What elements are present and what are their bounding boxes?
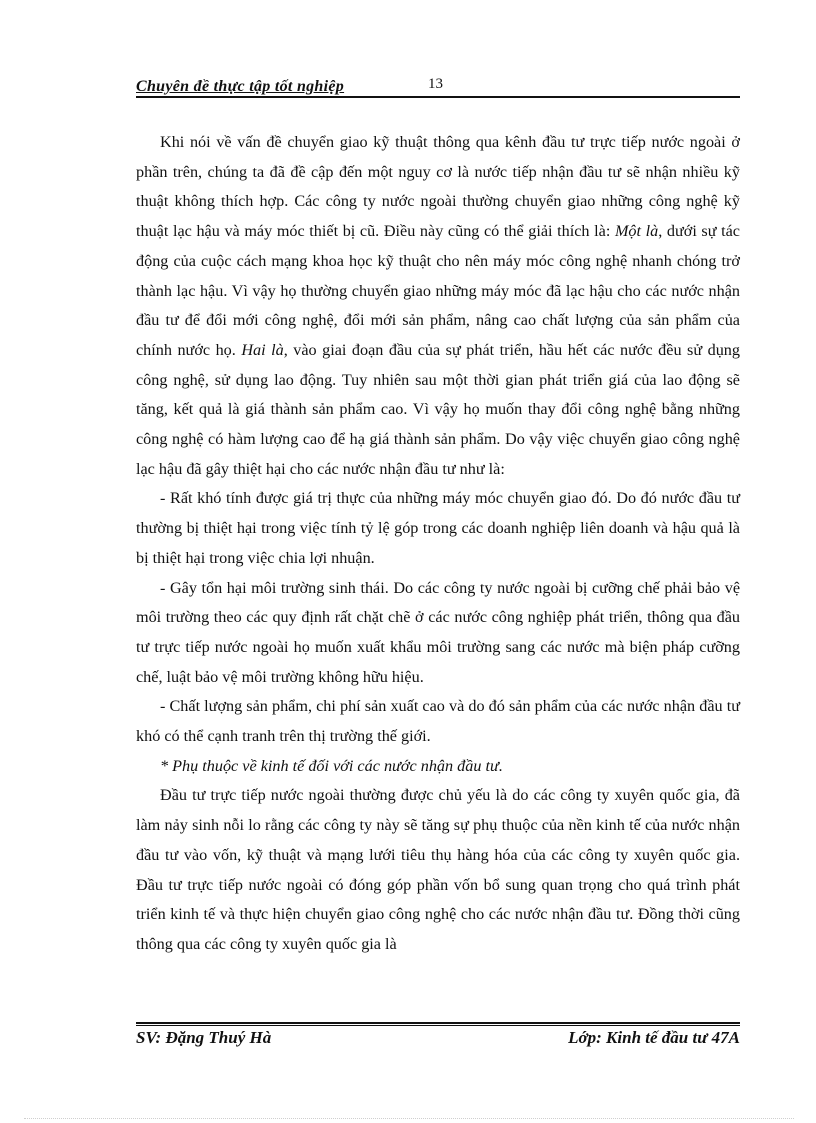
page-number: 13 (428, 76, 443, 92)
header-rule (136, 96, 740, 98)
page-header (136, 74, 740, 98)
footer-rule (136, 1022, 740, 1024)
section-heading-dependence: * Phụ thuộc về kinh tế đối với các nước nhận đầu tư. (160, 756, 503, 775)
bullet-valuation-loss: - Rất khó tính được giá trị thực của những máy móc chuyển giao đó. Do đó nước đầu tư thường bị thiệt hại trong việc tính tỷ lệ góp trong các doanh nghiệp liên doanh và hậu quả là bị thiệt hại trong việc chia lợi nhuận. (136, 489, 740, 567)
class-name: Lớp: Kinh tế đầu tư 47A (568, 1028, 740, 1047)
document-title: Chuyên đề thực tập tốt nghiệp (136, 78, 345, 95)
footer-rule-thin (136, 1025, 740, 1026)
paragraph-economic-dependence: Đầu tư trực tiếp nước ngoài thường được chủ yếu là do các công ty xuyên quốc gia, đã làm nảy sinh nỗi lo rằng các công ty này sẽ tăng sự phụ thuộc của nền kinh tế của nước nhận đầu tư vào vốn, kỹ thuật và mạng lưới tiêu thụ hàng hóa của các công ty xuyên quốc gia. Đầu tư trực tiếp nước ngoài có đóng góp phần vốn bổ sung quan trọng cho quá trình phát triển kinh tế và thực hiện chuyển giao công nghệ cho các nước nhận đầu tư. Đồng thời cũng thông qua các công ty xuyên quốc gia là (136, 786, 740, 953)
body-text (136, 128, 740, 960)
emphasis-second-reason: Hai là (241, 340, 284, 359)
page-edge-divider (24, 1118, 794, 1119)
paragraph-technology-transfer: Khi nói về vấn đề chuyển giao kỹ thuật thông qua kênh đầu tư trực tiếp nước ngoài ở phần trên, chúng ta đã đề cập đến một nguy cơ là nước tiếp nhận đầu tư sẽ nhận nhiều kỹ thuật không thích hợp. Các công ty nước ngoài thường chuyển giao những công nghệ kỹ thuật lạc hậu và máy móc thiết bị cũ. Điều này cũng có thể giải thích là: Một là, dưới sự tác động của cuộc cách mạng khoa học kỹ thuật cho nên máy móc công nghệ nhanh chóng trở thành lạc hậu. Vì vậy họ thường chuyển giao những máy móc đã lạc hậu cho các nước nhận đầu tư để đổi mới công nghệ, đổi mới sản phẩm, nâng cao chất lượng của sản phẩm của chính nước họ. Hai là, vào giai đoạn đầu của sự phát triển, hầu hết các nước đều sử dụng công nghệ, sử dụng lao động. Tuy nhiên sau một thời gian phát triển giá của lao động sẽ tăng, kết quả là giá thành sản phẩm cao. Vì vậy họ muốn thay đổi công nghệ bằng những công nghệ có hàm lượng cao để hạ giá thành sản phẩm. Do vậy việc chuyển giao công nghệ lạc hậu đã gây thiệt hại cho các nước nhận đầu tư như là: (136, 133, 740, 478)
student-name: SV: Đặng Thuý Hà (136, 1028, 272, 1047)
bullet-environmental-damage: - Gây tổn hại môi trường sinh thái. Do các công ty nước ngoài bị cưỡng chế phải bảo vệ môi trường theo các quy định rất chặt chẽ ở các nước công nghiệp phát triển, thông qua đầu tư trực tiếp nước ngoài họ muốn xuất khẩu môi trường sang các nước mà biện pháp cưỡng chế, luật bảo vệ môi trường không hữu hiệu. (136, 578, 740, 686)
bullet-competitiveness: - Chất lượng sản phẩm, chi phí sản xuất cao và do đó sản phẩm của các nước nhận đầu tư khó có thể cạnh tranh trên thị trường thế giới. (136, 697, 740, 746)
emphasis-first-reason: Một là (614, 222, 659, 241)
